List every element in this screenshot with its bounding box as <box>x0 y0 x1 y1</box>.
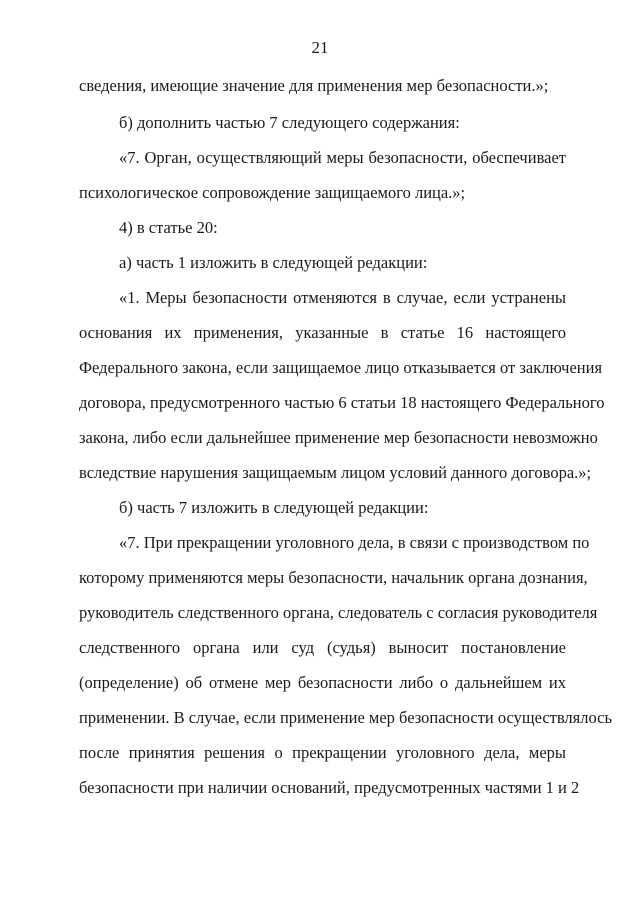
text-line: вследствие нарушения защищаемым лицом условий данного договора.»; <box>79 463 592 482</box>
text-line: (определение) об отмене мер безопасности либо о дальнейшем их <box>79 673 566 692</box>
text-line: безопасности при наличии оснований, предусмотренных частями 1 и 2 <box>79 778 580 797</box>
text-line: б) часть 7 изложить в следующей редакции: <box>119 498 429 517</box>
text-line: Федерального закона, если защищаемое лицо отказывается от заключения <box>79 358 603 377</box>
text-line: «7. При прекращении уголовного дела, в связи с производством по <box>119 533 590 552</box>
text-line: «1. Меры безопасности отменяются в случае, если устранены <box>119 288 566 307</box>
text-line: 4) в статье 20: <box>119 218 218 237</box>
text-line: применении. В случае, если применение мер безопасности осуществлялось <box>79 708 612 727</box>
text-line: договора, предусмотренного частью 6 статьи 18 настоящего Федерального <box>79 393 605 412</box>
page-number: 21 <box>311 38 329 57</box>
text-line: следственного органа или суд (судья) выносит постановление <box>79 638 566 657</box>
text-line: закона, либо если дальнейшее применение мер безопасности невозможно <box>79 428 598 447</box>
text-line: которому применяются меры безопасности, начальник органа дознания, <box>79 568 588 587</box>
text-line: б) дополнить частью 7 следующего содержания: <box>119 113 460 132</box>
text-line: основания их применения, указанные в статье 16 настоящего <box>79 323 566 342</box>
text-line: психологическое сопровождение защищаемого лица.»; <box>79 183 466 202</box>
text-line: а) часть 1 изложить в следующей редакции: <box>119 253 428 272</box>
text-line: руководитель следственного органа, следователь с согласия руководителя <box>79 603 598 622</box>
text-line: «7. Орган, осуществляющий меры безопасности, обеспечивает <box>119 148 566 167</box>
text-line: после принятия решения о прекращении уголовного дела, меры <box>79 743 566 762</box>
text-line: сведения, имеющие значение для применения мер безопасности.»; <box>79 76 549 95</box>
